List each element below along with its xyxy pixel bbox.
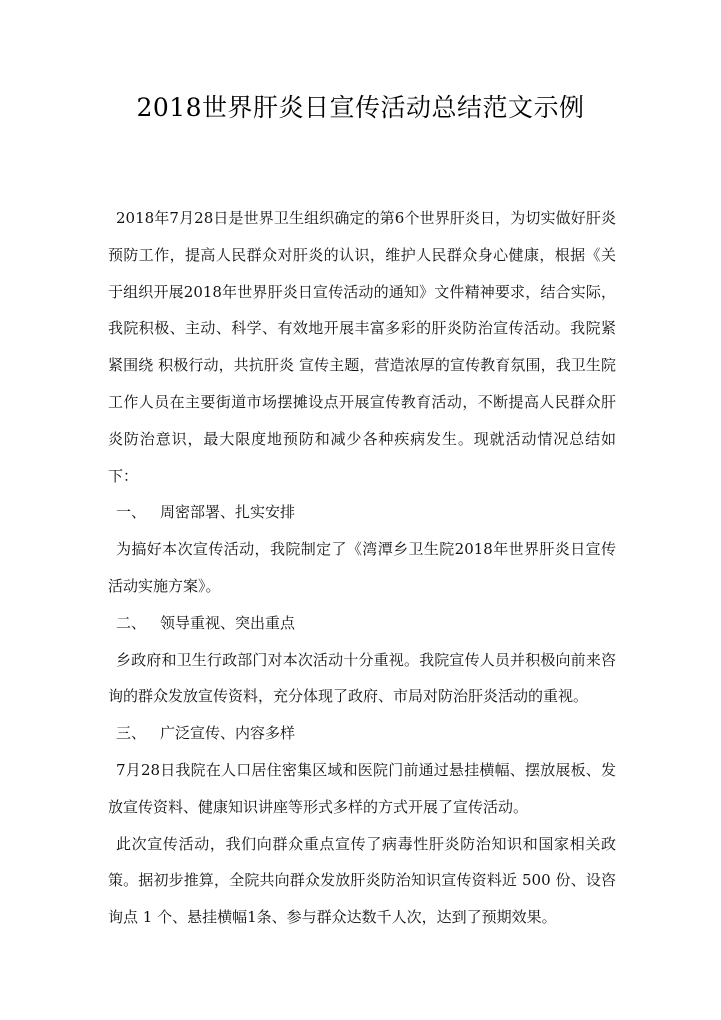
document-title: 2018世界肝炎日宣传活动总结范文示例 (136, 93, 585, 122)
section-heading-2 (108, 605, 616, 642)
section-number: 一、 (116, 503, 147, 522)
section-number: 三、 (116, 724, 147, 743)
section-heading-1 (108, 494, 616, 531)
intro-paragraph: 2018年7月28日是世界卫生组织确定的第6个世界肝炎日，为切实做好肝炎预防工作，提高人民群众对肝炎的认识，维护人民群众身心健康，根据《关于组织开展2018年世界肝炎日宣传活动的通知》文件精神要求，结合实际，我院积极、主动、科学、有效地开展丰富多彩的肝炎防治宣传活动。我院紧紧围绕 积极行动，共抗肝炎 宣传主题，营造浓厚的宣传教育氛围，我卫生院工作人员在主要街道市场摆摊设点开展宣传教育活动，不断提高人民群众肝炎防治意识，最大限度地预防和减少各种疾病发生。现就活动情况总结如下： (108, 209, 616, 485)
section-2-paragraph: 乡政府和卫生行政部门对本次活动十分重视。我院宣传人员并积极向前来咨询的群众发放宣传资料，充分体现了政府、市局对防治肝炎活动的重视。 (108, 650, 616, 706)
section-title: 广泛宣传、内容多样 (160, 724, 296, 743)
section-number: 二、 (116, 613, 147, 632)
document-body (108, 200, 616, 936)
section-title: 领导重视、突出重点 (160, 613, 296, 632)
section-1-paragraph: 为搞好本次宣传活动，我院制定了《湾潭乡卫生院2018年世界肝炎日宣传活动实施方案》。 (108, 540, 616, 595)
section-heading-3 (108, 715, 616, 752)
section-3-paragraph-2: 此次宣传活动，我们向群众重点宣传了病毒性肝炎防治知识和国家相关政策。据初步推算，全院共向群众发放肝炎防治知识宣传资料近 500 份、设咨询点 1 个、悬挂横幅1条、参与群众达数千人次，达到了预期效果。 (108, 834, 616, 927)
section-title: 周密部署、扎实安排 (160, 503, 296, 522)
section-3-paragraph-1: 7月28日我院在人口居住密集区域和医院门前通过悬挂横幅、摆放展板、发放宣传资料、健康知识讲座等形式多样的方式开展了宣传活动。 (108, 760, 616, 816)
